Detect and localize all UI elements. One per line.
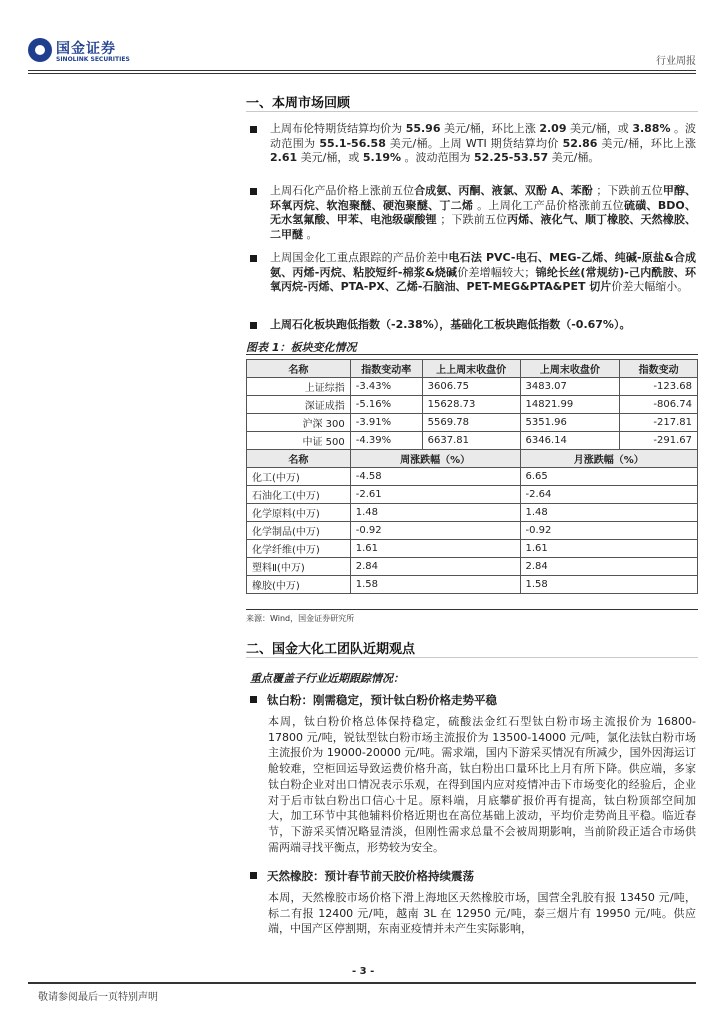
monthly-change: 1.48 (520, 504, 698, 522)
table-row (247, 558, 698, 576)
sector-name: 化学纤维(中万) (247, 540, 351, 558)
text-run: 上周国金化工重点跟踪的产品价差中 (270, 251, 449, 264)
table1-header-row (247, 360, 698, 378)
page-number: - 3 - (352, 966, 375, 977)
bold-text: 电石法 PVC-电石、MEG-乙烯、纯碱-原盐&合成氨、丙烯-丙烷、粘胶短纤-棉浆&烧碱 (270, 251, 697, 279)
weekly-change: 1.58 (350, 576, 520, 594)
report-type: 行业周报 (656, 56, 696, 67)
point-rubber-text: 本周，天然橡胶市场价格下滑上海地区天然橡胶市场，国营全乳胶有报 13450 元/吨，标二有报 12400 元/吨，越南 3L 在 12950 元/吨，泰三烟片有 19950 元/吨。供应端，中国产区停割期，东南亚疫情并未产生实际影响， (268, 891, 696, 936)
section2-rule (246, 657, 698, 658)
sector-name: 化学制品(中万) (247, 522, 351, 540)
section1-title: 一、本周市场回顾 (246, 96, 351, 111)
index-name: 沪深 300 (247, 414, 351, 432)
prev-close: 15628.73 (422, 396, 520, 414)
bullet-square-icon (250, 188, 257, 195)
bullet-square-icon (250, 696, 257, 703)
bullet-text (270, 184, 696, 242)
bullet-square-icon (250, 322, 257, 329)
sector-name: 橡胶(中万) (247, 576, 351, 594)
bullet-text (270, 318, 696, 333)
figure-rule (246, 354, 698, 355)
bold-text: 合成氨、丙酮、液氯、双酚 A、苯酚 (414, 184, 593, 197)
text-run: ；下跌前五位 (592, 184, 663, 197)
text-run: 。上周化工产品价格涨前五位 (473, 198, 624, 212)
index-name: 中证 500 (247, 432, 351, 450)
weekly-change: 1.48 (350, 504, 520, 522)
text-run: 美元/桶。 (548, 151, 600, 165)
monthly-change: 1.61 (520, 540, 698, 558)
prev-close: 5569.78 (422, 414, 520, 432)
logo-text-en: SINOLINK SECURITIES (56, 56, 130, 63)
figure-title: 图表 1：板块变化情况 (246, 341, 357, 354)
weekly-change: -2.61 (350, 486, 520, 504)
table2-header-cell: 周涨跌幅（%） (350, 450, 520, 468)
bullet-square-icon (250, 255, 257, 262)
point-rubber-title (250, 868, 474, 884)
weekly-change: -4.58 (350, 468, 520, 486)
table-row (247, 540, 698, 558)
index-change: -806.74 (620, 396, 698, 414)
index-change: -123.68 (620, 378, 698, 396)
header-divider (28, 70, 696, 71)
table1-header-cell: 上上周末收盘价 (422, 360, 520, 378)
last-close: 5351.96 (520, 414, 620, 432)
sector-name: 化学原料(中万) (247, 504, 351, 522)
table-row (247, 522, 698, 540)
bold-text: 上周石化板块跑低指数（-2.38%），基础化工板块跑低指数（-0.67%）。 (270, 318, 631, 331)
bold-text: 丙烯、液化气、顺丁橡胶、天然橡胶、二甲醚 (270, 213, 697, 241)
table-row (247, 378, 698, 396)
section2-subtitle: 重点覆盖子行业近期跟踪情况： (250, 672, 404, 685)
text-run: 美元/桶，或 (297, 151, 363, 165)
index-change: -217.81 (620, 414, 698, 432)
weekly-change: 2.84 (350, 558, 520, 576)
bold-text: 硫磺、BDO、无水氢氟酸、甲苯、电池级碳酸锂 (270, 198, 696, 227)
text-run: 上周布伦特期货结算均价为 (270, 122, 406, 135)
table2-header-cell: 月涨跌幅（%） (520, 450, 698, 468)
table-row (247, 414, 698, 432)
footer-divider-thin (28, 983, 696, 984)
monthly-change: 1.58 (520, 576, 698, 594)
bold-text: 甲醇、环氧丙烷、软泡聚醚、硬泡聚醚、丁二烯 (270, 184, 697, 212)
change-rate: -4.39% (350, 432, 422, 450)
bold-text: 55.1-56.58 (319, 136, 386, 150)
company-logo (28, 34, 138, 68)
text-run: 价差大幅缩小。 (611, 280, 689, 294)
table2-header-cell: 名称 (247, 450, 351, 468)
logo-text-cn: 国金证券 (56, 41, 116, 57)
monthly-change: -0.92 (520, 522, 698, 540)
table-row (247, 432, 698, 450)
text-run: ；下跌前五位 (436, 213, 508, 227)
bullet-sector-performance (250, 318, 696, 333)
point-titanium-title (250, 692, 497, 708)
weekly-change: -0.92 (350, 522, 520, 540)
change-rate: -3.91% (350, 414, 422, 432)
last-close: 14821.99 (520, 396, 620, 414)
bullet-petrochem-prices (250, 184, 696, 242)
source-rule (246, 609, 698, 610)
sector-name: 塑料Ⅱ(中万) (247, 558, 351, 576)
table1-header-cell: 名称 (247, 360, 351, 378)
text-run: 上周石化产品价格上涨前五位 (270, 184, 415, 197)
prev-close: 6637.81 (422, 432, 520, 450)
logo-mark-icon (28, 38, 52, 62)
section2-title: 二、国金大化工团队近期观点 (246, 642, 416, 657)
bullet-spreads (250, 251, 696, 295)
figure-source: 来源：Wind，国金证券研究所 (246, 614, 355, 623)
index-name: 深证成指 (247, 396, 351, 414)
sector-name: 石油化工(中万) (247, 486, 351, 504)
table-row (247, 468, 698, 486)
last-close: 3483.07 (520, 378, 620, 396)
bullet-square-icon (250, 872, 257, 879)
monthly-change: -2.64 (520, 486, 698, 504)
table2-header-row (247, 450, 698, 468)
text-run: 。波动范围为 (401, 151, 475, 165)
table-row (247, 396, 698, 414)
sector-name: 化工(中万) (247, 468, 351, 486)
monthly-change: 6.65 (520, 468, 698, 486)
text-run: 价差增幅较大； (457, 265, 536, 279)
bold-text: 5.19% (362, 151, 402, 165)
header-divider-thin (28, 73, 696, 74)
table-row (247, 504, 698, 522)
point-title-text: 钛白粉：刚需稳定，预计钛白粉价格走势平稳 (267, 693, 497, 707)
bullet-text (270, 122, 696, 166)
point-titanium-text: 本周，钛白粉价格总体保持稳定，硫酸法金红石型钛白粉市场主流报价为 16800-17800 元/吨，锐钛型钛白粉市场主流报价为 13500-14000 元/吨，氯化法钛白粉市场主流报价为 19000-20000 元/吨。需求端，国内下游采买情况有所减少，国外因海运订舱较难，空柜回运导致运费价格升高，钛白粉出口量环比上月有所下降。供应端，多家钛白粉企业对出口情况表示乐观，在得到国内应对疫情冲击下市场变化的经验后，企业对于后市钛白粉出口信心十足。原料端，月底攀矿报价再有提高，钛白粉顶部空间加大，加工环节中其他辅料价格近期也在高位基础上波动，平均价走势尚且平稳。临近春节，下游采买情况略显清淡，但刚性需求总量不会被周期影响，当前阶段正适合市场供需两端寻找平衡点，形势较为安全。 (268, 715, 696, 854)
table-row (247, 486, 698, 504)
table1-header-cell: 上周末收盘价 (520, 360, 620, 378)
index-change: -291.67 (620, 432, 698, 450)
point-title-text: 天然橡胶：预计春节前天胶价格持续震荡 (267, 869, 474, 883)
index-name: 上证综指 (247, 378, 351, 396)
change-rate: -3.43% (350, 378, 422, 396)
footer-divider (28, 982, 696, 983)
text-run: 。 (303, 227, 318, 241)
section1-rule (246, 111, 698, 112)
bold-text: 52.86 (562, 136, 598, 150)
text-run: 美元/桶。上周 WTI 期货结算均价 (385, 136, 563, 150)
sector-change-table (246, 359, 698, 594)
bold-text: 55.96 (405, 122, 441, 135)
bold-text: 2.61 (270, 151, 298, 165)
weekly-change: 1.61 (350, 540, 520, 558)
table-row (247, 576, 698, 594)
text-run: 。波动范围为 (270, 122, 697, 150)
change-rate: -5.16% (350, 396, 422, 414)
last-close: 6346.14 (520, 432, 620, 450)
bullet-square-icon (250, 126, 257, 133)
table1-header-cell: 指数变动率 (350, 360, 422, 378)
bullet-text (270, 251, 696, 295)
bold-text: 3.88% (632, 122, 671, 135)
table1-header-cell: 指数变动 (620, 360, 698, 378)
disclaimer-note: 敬请参阅最后一页特别声明 (38, 992, 158, 1003)
bold-text: 52.25-53.57 (474, 151, 549, 165)
bold-text: 锦纶长丝(常规纺)-己内酰胺、环氧丙烷-丙烯、PTA-PX、乙烯-石脑油、PET-MEG&PTA&PET 切片 (270, 265, 696, 294)
bold-text: 2.09 (539, 122, 567, 135)
monthly-change: 2.84 (520, 558, 698, 576)
text-run: 美元/桶，或 (566, 122, 633, 135)
prev-close: 3606.75 (422, 378, 520, 396)
bullet-oil-prices (250, 122, 696, 166)
text-run: 美元/桶，环比上涨 (597, 136, 696, 150)
text-run: 美元/桶，环比上涨 (440, 122, 540, 135)
